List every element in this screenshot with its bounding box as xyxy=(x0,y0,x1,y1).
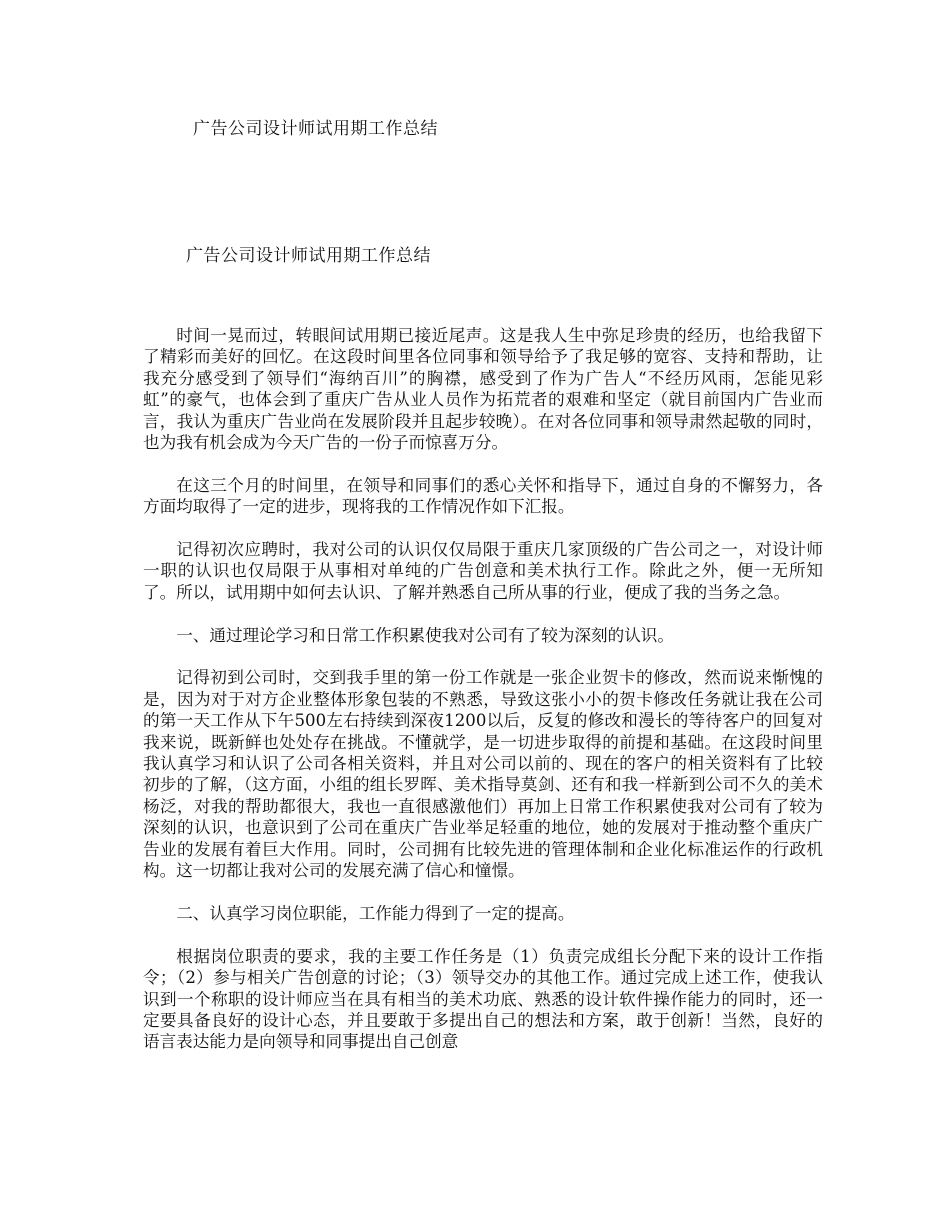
paragraph-report-intro: 在这三个月的时间里，在领导和同事们的悉心关怀和指导下，通过自身的不懈努力，各方面均取得了一定的进步，现将我的工作情况作如下汇报。 xyxy=(143,475,823,517)
section-heading-1: 一、通过理论学习和日常工作积累使我对公司有了较为深刻的认识。 xyxy=(176,625,674,645)
document-body xyxy=(143,325,823,1074)
section-heading-2: 二、认真学习岗位职能，工作能力得到了一定的提高。 xyxy=(176,903,575,923)
header-title: 广告公司设计师试用期工作总结 xyxy=(193,119,438,139)
paragraph-section-2: 根据岗位职责的要求，我的主要工作任务是（1）负责完成组长分配下来的设计工作指令；（2）参与相关广告创意的讨论；（3）领导交办的其他工作。通过完成上述工作，使我认识到一个称职的设计师应当在具有相当的美术功底、熟悉的设计软件操作能力的同时，还一定要具备良好的设计心态，并且要敢于多提出自己的想法和方案，敢于创新！当然，良好的语言表达能力是向领导和同事提出自己创意 xyxy=(143,946,823,1052)
paragraph-section-1: 记得初到公司时，交到我手里的第一份工作就是一张企业贺卡的修改，然而说来惭愧的是，因为对于对方企业整体形象包装的不熟悉，导致这张小小的贺卡修改任务就让我在公司的第一天工作从下午500左右持续到深夜1200以后，反复的修改和漫长的等待客户的回复对我来说，既新鲜也处处存在挑战。不懂就学，是一切进步取得的前提和基础。在这段时间里我认真学习和认识了公司各相关资料，并且对公司以前的、现在的客户的相关资料有了比较初步的了解，（这方面，小组的组长罗晖、美术指导莫剑、还有和我一样新到公司不久的美术杨泛，对我的帮助都很大，我也一直很感激他们）再加上日常工作积累使我对公司有了较为深刻的认识，也意识到了公司在重庆广告业举足轻重的地位，她的发展对于推动整个重庆广告业的发展有着巨大作用。同时，公司拥有比较先进的管理体制和企业化标准运作的行政机构。这一切都让我对公司的发展充满了信心和憧憬。 xyxy=(143,668,823,881)
paragraph-intro: 时间一晃而过，转眼间试用期已接近尾声。这是我人生中弥足珍贵的经历，也给我留下了精彩而美好的回忆。在这段时间里各位同事和领导给予了我足够的宽容、支持和帮助，让我充分感受到了领导们“海纳百川”的胸襟，感受到了作为广告人“不经历风雨，怎能见彩虹”的豪气，也体会到了重庆广告从业人员作为拓荒者的艰难和坚定（就目前国内广告业而言，我认为重庆广告业尚在发展阶段并且起步较晚）。在对各位同事和领导肃然起敬的同时，也为我有机会成为今天广告的一份子而惊喜万分。 xyxy=(143,326,823,453)
paragraph-first-impression: 记得初次应聘时，我对公司的认识仅仅局限于重庆几家顶级的广告公司之一，对设计师一职的认识也仅局限于从事相对单纯的广告创意和美术执行工作。除此之外，便一无所知了。所以，试用期中如何去认识、了解并熟悉自己所从事的行业，便成了我的当务之急。 xyxy=(143,540,823,602)
document-title: 广告公司设计师试用期工作总结 xyxy=(186,246,431,266)
